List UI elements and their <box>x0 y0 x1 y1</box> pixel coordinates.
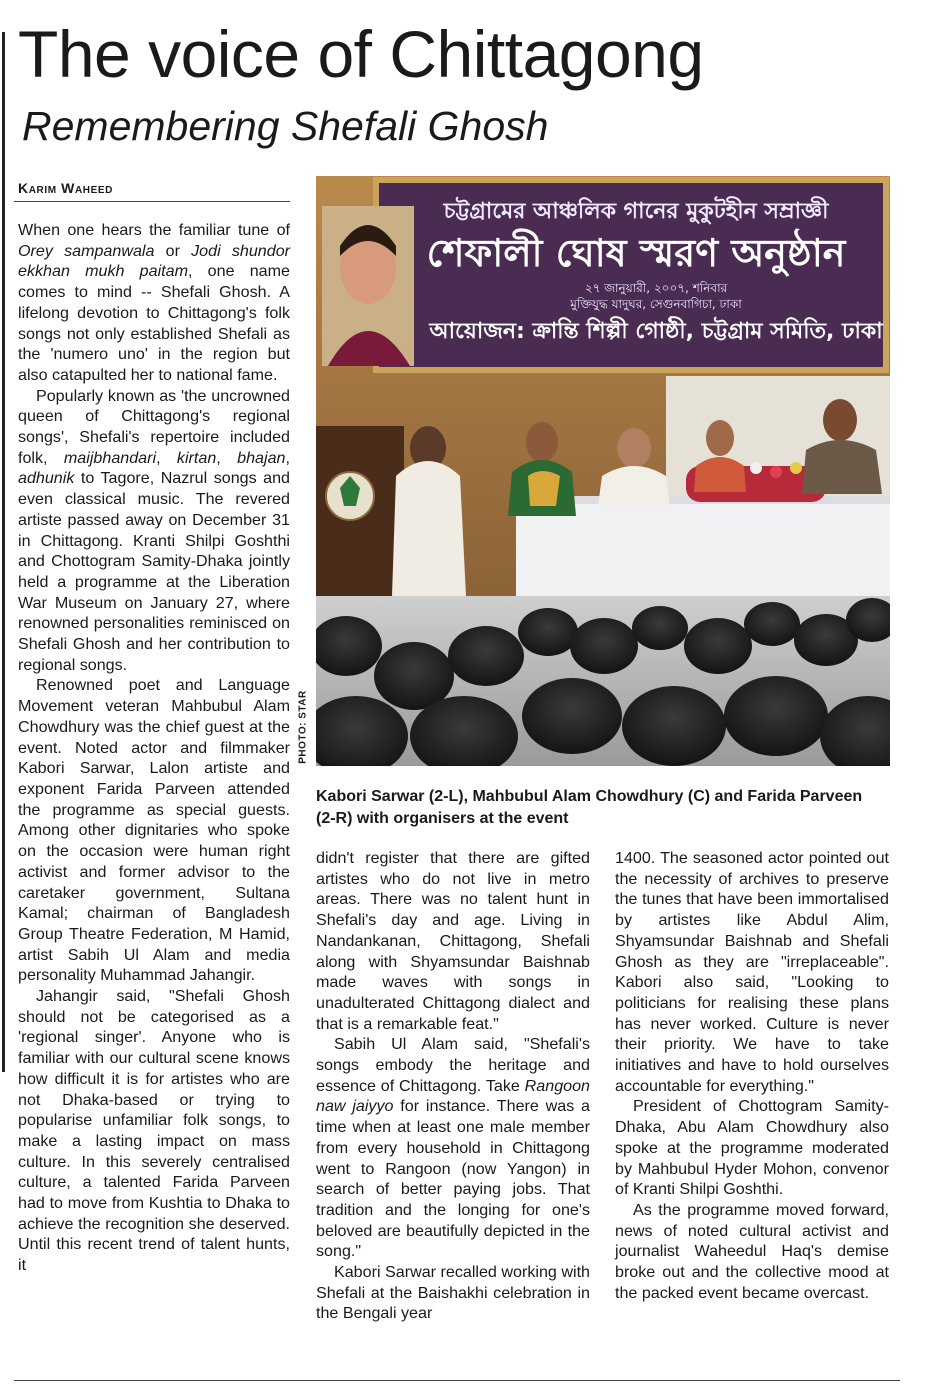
text-run: Jahangir said, "Shefali Ghosh should not be categorised as a 'regional singer'. Anyone who is familiar with our cultural scene knows how difficult it is for artistes who are not Dhaka-based or trying to popularise unfamiliar folk songs, to make a lasting impact on mass culture. In this severely centralised culture, a talented Farida Parveen had to move from Kushtia to Dhaka to achieve the recognition she deserved. Until this recent trend of talent hunts, it <box>18 987 290 1275</box>
text-run: , <box>285 448 290 467</box>
paragraph <box>18 220 290 386</box>
left-margin-rule <box>2 32 5 1072</box>
banner-line-1: চট্টগ্রামের আঞ্চলিক গানের মুকুটহীন সম্রাজ্ঞী <box>443 199 829 224</box>
paragraph <box>18 386 290 676</box>
text-run: Sabih Ul Alam said, "Shefali's songs embody the heritage and essence of Chittagong. Take <box>316 1035 590 1095</box>
text-run: Popularly known as 'the uncrowned queen of Chittagong's regional songs', Shefali's repertoire included folk, <box>18 386 290 467</box>
headline: The voice of Chittagong <box>18 17 704 91</box>
photo-credit: PHOTO: STAR <box>297 690 309 764</box>
subheadline: Remembering Shefali Ghosh <box>22 103 549 149</box>
text-run: , <box>156 448 177 467</box>
italic-title: adhunik <box>18 469 75 488</box>
event-photo-illustration <box>316 176 890 766</box>
paragraph <box>316 848 590 1034</box>
article-column-2 <box>316 848 590 1324</box>
italic-title: maijbhandari <box>63 448 157 467</box>
photo-caption: Kabori Sarwar (2-L), Mahbubul Alam Chowdhury (C) and Farida Parveen (2-R) with organisers at the event <box>316 788 863 827</box>
text-run: President of Chottogram Samity-Dhaka, Abu Alam Chowdhury also spoke at the programme moderated by Mahbubul Hyder Mohon, convenor of Kranti Shilpi Goshthi. <box>615 1097 889 1199</box>
byline: Karim Waheed <box>18 180 113 196</box>
paragraph <box>18 986 290 1276</box>
banner-line-4: মুক্তিযুদ্ধ যাদুঘর, সেগুনবাগিচা, ঢাকা <box>570 297 742 311</box>
paragraph <box>615 848 889 1096</box>
text-run: for instance. There was a time when at least one male member from every household in Chittagong went to Rangoon (now Yangon) in search of better paying jobs. That tradition and the longing for one's beloved are beautifully depicted in the song." <box>316 1097 590 1261</box>
text-run: As the programme moved forward, news of noted cultural activist and journalist Waheedul Haq's demise broke out and the collective mood at the packed event became overcast. <box>615 1200 889 1302</box>
text-run: didn't register that there are gifted artistes who do not live in metro areas. There was no talent hunt in Shefali's day and age. Living in Nandankanan, Chittagong, Shefali along with Shyamsundar Baishnab made waves with songs in unadulterated Chittagong dialect and that is a remarkable feat." <box>316 849 590 1033</box>
banner-line-5: আয়োজন: ক্রান্তি শিল্পী গোষ্ঠী, চট্টগ্রাম সমিতি, ঢাকা <box>429 319 883 344</box>
text-run: 1400. The seasoned actor pointed out the necessity of archives to preserve the tunes that have been immortalised by artistes like Abdul Alim, Shyamsundar Baishnab and Shefali Ghosh as they are "irreplaceable". Kabori also said, "Looking to politicians for realising these plans has never worked. Culture is never their priority. We have to take initiatives and have to hold ourselves accountable for everything." <box>615 849 889 1095</box>
paragraph <box>615 1096 889 1200</box>
text-run: Kabori Sarwar recalled working with Shefali at the Baishakhi celebration in the Bengali year <box>316 1263 590 1323</box>
paragraph <box>316 1034 590 1262</box>
banner-line-2: শেফালী ঘোষ স্মরণ অনুষ্ঠান <box>426 231 846 275</box>
paragraph <box>18 675 290 986</box>
text-run: When one hears the familiar tune of <box>18 221 290 239</box>
italic-title: Jodi shundor ekkhan mukh paitam <box>18 241 290 281</box>
text-run: or <box>154 241 192 260</box>
paragraph <box>316 1262 590 1324</box>
italic-title: Orey sampanwala <box>18 241 155 260</box>
italic-title: kirtan <box>176 448 217 467</box>
text-run: Renowned poet and Language Movement veteran Mahbubul Alam Chowdhury was the chief guest at the event. Noted actor and filmmaker Kabori Sarwar, Lalon artiste and exponent Farida Parveen attended the programme as special guests. Among other dignitaries who spoke on the occasion were human right activist and former advisor to the caretaker government, Sultana Kamal; chairman of Bangladesh Group Theatre Federation, M Hamid, artist Sabih Ul Alam and media personality Muhammad Jahangir. <box>18 676 290 985</box>
text-run: to Tagore, Nazrul songs and even classical music. The revered artiste passed away on December 31 in Chittagong. Kranti Shilpi Goshthi and Chottogram Samity-Dhaka jointly held a programme at the Liberation War Museum on January 27, where renowned personalities reminisced on Shefali Ghosh and her contribution to regional songs. <box>18 469 290 674</box>
text-run: , <box>216 448 238 467</box>
article-column-1 <box>18 220 290 1276</box>
banner-line-3: ২৭ জানুয়ারী, ২০০৭, শনিবার <box>584 281 728 295</box>
italic-title: Rangoon naw jaiyyo <box>316 1076 590 1116</box>
bottom-divider <box>14 1380 900 1381</box>
event-photo <box>316 176 890 766</box>
byline-divider <box>14 201 290 202</box>
italic-title: bhajan <box>237 448 286 467</box>
paragraph <box>615 1200 889 1304</box>
text-run: , one name comes to mind -- Shefali Ghosh. A lifelong devotion to Chittagong's folk songs not only established Shefali as the 'numero uno' in the region but also catapulted her to national fame. <box>18 262 290 384</box>
article-column-3 <box>615 848 889 1303</box>
